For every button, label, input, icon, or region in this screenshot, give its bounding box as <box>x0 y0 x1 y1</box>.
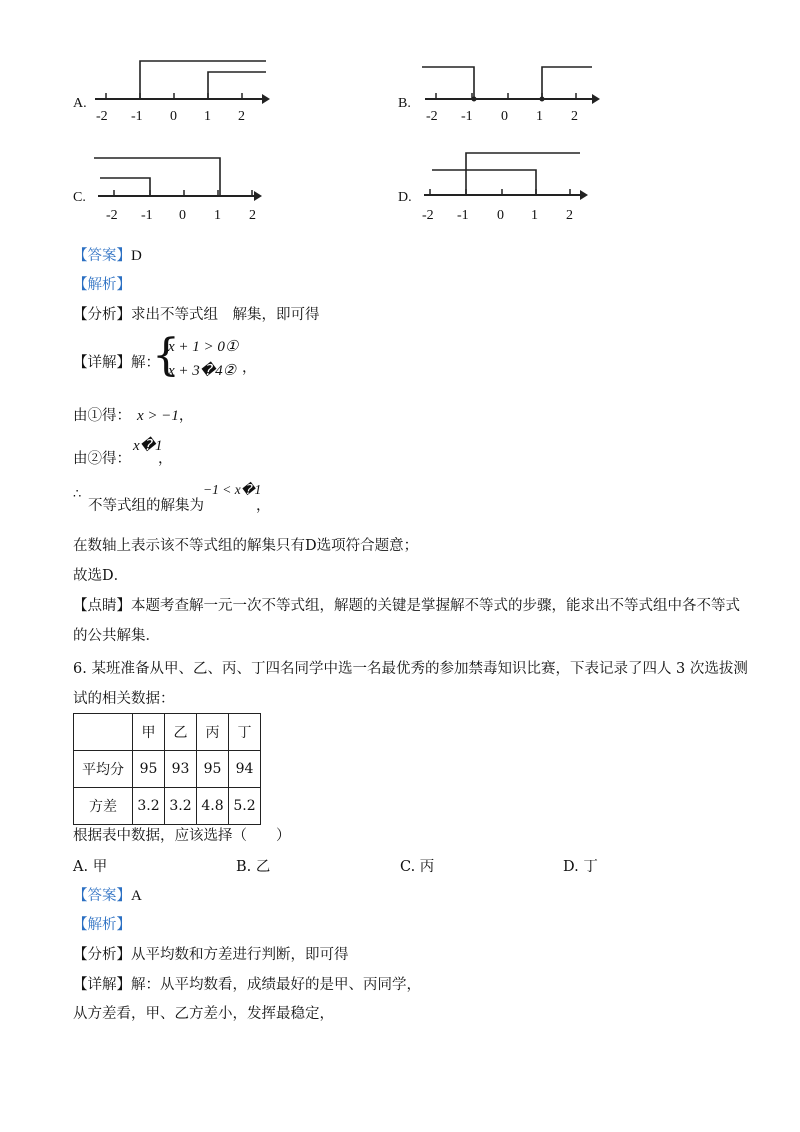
option-d-label: D. <box>398 190 412 205</box>
fenxi-tag: 【分析】 <box>73 947 131 963</box>
option-c-label: C. <box>73 190 86 205</box>
tick-label: 0 <box>497 208 504 223</box>
table-cell: 93 <box>165 751 197 788</box>
tick-label: -2 <box>96 109 108 124</box>
table-header-cell <box>74 714 133 751</box>
numberline-statement: 在数轴上表示该不等式组的解集只有D选项符合题意； <box>73 538 419 554</box>
therefore-symbol: ∴ <box>73 487 82 502</box>
tick-label: 2 <box>238 109 245 124</box>
tick-label: 0 <box>501 109 508 124</box>
q5-analysis-tag: 【解析】 <box>73 277 131 293</box>
table-cell: 平均分 <box>74 751 133 788</box>
therefore-text: 不等式组的解集为 <box>88 498 204 514</box>
tick-label: 1 <box>204 109 211 124</box>
table-header-cell: 丙 <box>197 714 229 751</box>
q6-option-d: D. 丁 <box>563 859 598 875</box>
table-header-cell: 甲 <box>133 714 165 751</box>
q5-from1-line <box>73 407 193 425</box>
table-cell: 方差 <box>74 788 133 825</box>
table-cell: 3.2 <box>133 788 165 825</box>
fenxi-tag: 【分析】 <box>73 307 131 323</box>
dianjing-tag: 【点睛】 <box>73 598 131 614</box>
dianjing-line-2: 的公共解集． <box>73 628 160 644</box>
table-cell: 95 <box>197 751 229 788</box>
from2-text: 由②得： <box>73 451 131 467</box>
tick-label: -1 <box>457 208 469 223</box>
q6-analysis-tag: 【解析】 <box>73 917 131 933</box>
tick-label: 2 <box>249 208 256 223</box>
q6-stem-line-2: 试的相关数据： <box>73 691 175 707</box>
q5-xiangjie-line <box>73 354 160 372</box>
option-a-label: A. <box>73 96 87 111</box>
tick-label: 0 <box>170 109 177 124</box>
table-cell: 5.2 <box>229 788 261 825</box>
from2-end: ， <box>158 451 173 467</box>
inequality-1: x + 1 > 0① <box>168 339 239 355</box>
from1-end: ， <box>178 408 194 424</box>
dianjing-text: 本题考查解一元一次不等式组，解题的关键是掌握解不等式的步骤，能求出不等式组中各不等式 <box>131 598 740 614</box>
q6-option-b: B. 乙 <box>236 859 271 875</box>
xiangjie-text: 解：从平均数看，成绩最好的是甲、丙同学， <box>131 977 421 993</box>
system-brace: { <box>152 330 180 381</box>
tick-label: -1 <box>461 109 473 124</box>
tick-label: -1 <box>141 208 153 223</box>
table-cell: 3.2 <box>165 788 197 825</box>
tick-label: -2 <box>106 208 118 223</box>
xiangjie-text: 解： <box>131 355 160 371</box>
q6-option-a: A. 甲 <box>73 859 108 875</box>
fenxi-text: 求出不等式组 解集，即可得 <box>131 307 320 323</box>
therefore-end: ， <box>256 498 271 514</box>
q6-question: 根据表中数据，应该选择（ ） <box>73 828 291 844</box>
q5-answer-line <box>73 247 142 265</box>
xiangjie-tag: 【详解】 <box>73 355 131 371</box>
number-line-a <box>90 55 280 130</box>
q6-fenxi-line <box>73 946 349 964</box>
tick-label: -2 <box>426 109 438 124</box>
tick-label: -1 <box>131 109 143 124</box>
q6-stem-line-1: 6. 某班准备从甲、乙、丙、丁四名同学中选一名最优秀的参加禁毒知识比赛，下表记录了四人 3 次选拔测 <box>73 661 748 677</box>
q5-dianjing-line <box>73 597 740 615</box>
table-header-row <box>74 714 261 751</box>
choose-statement: 故选D． <box>73 568 129 584</box>
table-cell: 95 <box>133 751 165 788</box>
from1-text: 由①得： <box>73 408 131 424</box>
table-header-cell: 乙 <box>165 714 197 751</box>
q6-answer-line <box>73 887 142 905</box>
tick-label: 1 <box>214 208 221 223</box>
table-row <box>74 788 261 825</box>
number-line-b <box>420 55 610 130</box>
fenxi-text: 从平均数和方差进行判断，即可得 <box>131 947 349 963</box>
inequality-2: x + 3�4② <box>168 363 237 379</box>
answer-tag: 【答案】 <box>73 248 131 264</box>
number-line-d <box>420 145 610 220</box>
xiangjie-tag: 【详解】 <box>73 977 131 993</box>
q5-fenxi-line <box>73 306 320 324</box>
q6-xiangjie-line <box>73 976 421 994</box>
tick-label: 2 <box>566 208 573 223</box>
therefore-math: −1 < x�1 <box>203 482 262 497</box>
table-cell: 4.8 <box>197 788 229 825</box>
option-b-label: B. <box>398 96 411 111</box>
answer-value: D <box>131 248 142 264</box>
table-cell: 94 <box>229 751 261 788</box>
answer-tag: 【答案】 <box>73 888 131 904</box>
table-header-cell: 丁 <box>229 714 261 751</box>
data-table <box>73 713 261 825</box>
tick-label: 2 <box>571 109 578 124</box>
tick-label: 0 <box>179 208 186 223</box>
q6-final-line: 从方差看，甲、乙方差小，发挥最稳定， <box>73 1006 334 1022</box>
answer-value: A <box>131 888 142 904</box>
from2-math: x�1 <box>133 438 163 454</box>
tick-label: 1 <box>536 109 543 124</box>
q6-option-c: C. 丙 <box>400 859 435 875</box>
table-row <box>74 751 261 788</box>
system-comma: ， <box>242 360 257 376</box>
tick-label: -2 <box>422 208 434 223</box>
from1-math: x > −1 <box>137 408 179 424</box>
tick-label: 1 <box>531 208 538 223</box>
